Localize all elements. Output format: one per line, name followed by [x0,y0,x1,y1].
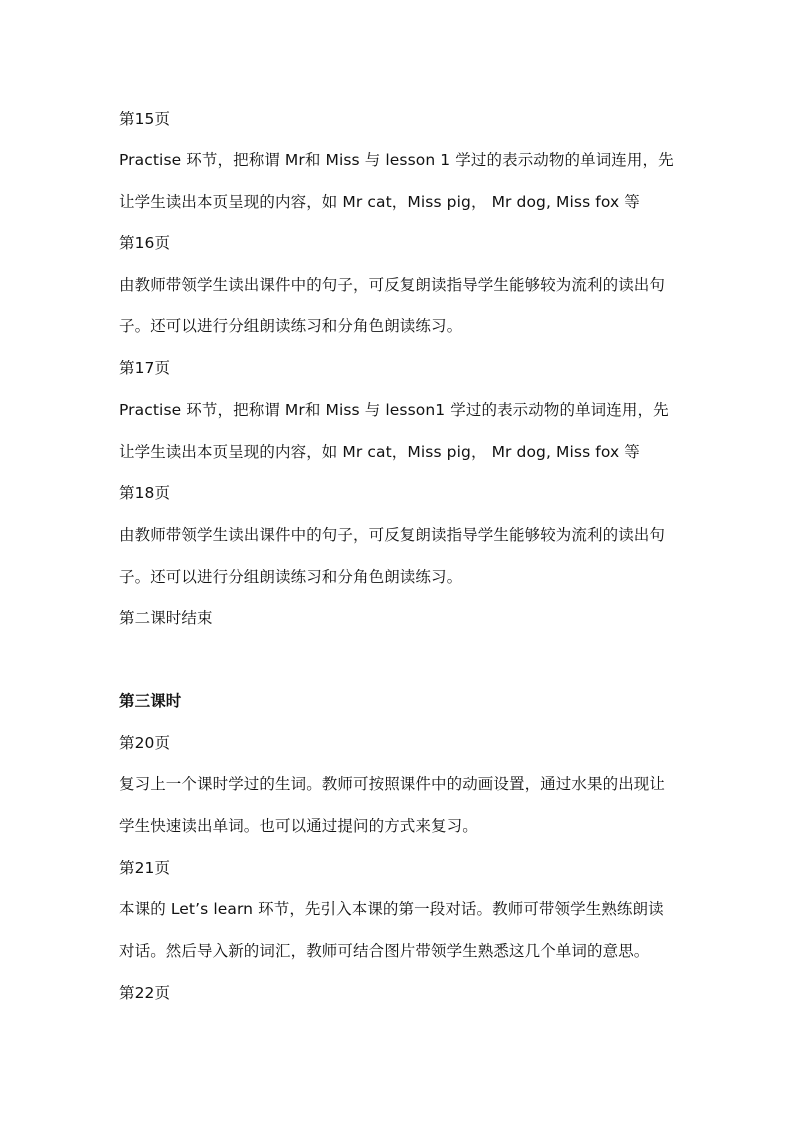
paragraph-line: 子。还可以进行分组朗读练习和分角色朗读练习。 [119,568,463,586]
paragraph-line: Practise 环节，把称谓 Mr和 Miss 与 lesson1 学过的表示动物的单词连用，先 [119,401,669,419]
page-heading-20: 第20页 [119,734,171,752]
paragraph-line: 学生快速读出单词。也可以通过提问的方式来复习。 [119,817,478,835]
section-end-text: 第二课时结束 [119,609,213,627]
paragraph-line: 复习上一个课时学过的生词。教师可按照课件中的动画设置，通过水果的出现让 [119,775,666,793]
paragraph-line: 让学生读出本页呈现的内容，如 Mr cat，Miss pig， Mr dog, Miss fox 等 [119,193,640,211]
page-heading-17: 第17页 [119,359,171,377]
paragraph-line: 让学生读出本页呈现的内容，如 Mr cat，Miss pig， Mr dog, Miss fox 等 [119,443,640,461]
paragraph-line: 由教师带领学生读出课件中的句子，可反复朗读指导学生能够较为流利的读出句 [119,276,666,294]
page-heading-22: 第22页 [119,984,171,1002]
section-heading: 第三课时 [119,692,182,710]
page-heading-18: 第18页 [119,484,171,502]
paragraph-line: 本课的 Let’s learn 环节，先引入本课的第一段对话。教师可带领学生熟练朗读 [119,900,664,918]
paragraph-line: Practise 环节，把称谓 Mr和 Miss 与 lesson 1 学过的表示动物的单词连用，先 [119,151,674,169]
paragraph-line: 子。还可以进行分组朗读练习和分角色朗读练习。 [119,317,463,335]
paragraph-line: 由教师带领学生读出课件中的句子，可反复朗读指导学生能够较为流利的读出句 [119,526,666,544]
page-heading-16: 第16页 [119,234,171,252]
page-heading-21: 第21页 [119,859,171,877]
paragraph-line: 对话。然后导入新的词汇，教师可结合图片带领学生熟悉这几个单词的意思。 [119,942,650,960]
page-heading-15: 第15页 [119,110,171,128]
